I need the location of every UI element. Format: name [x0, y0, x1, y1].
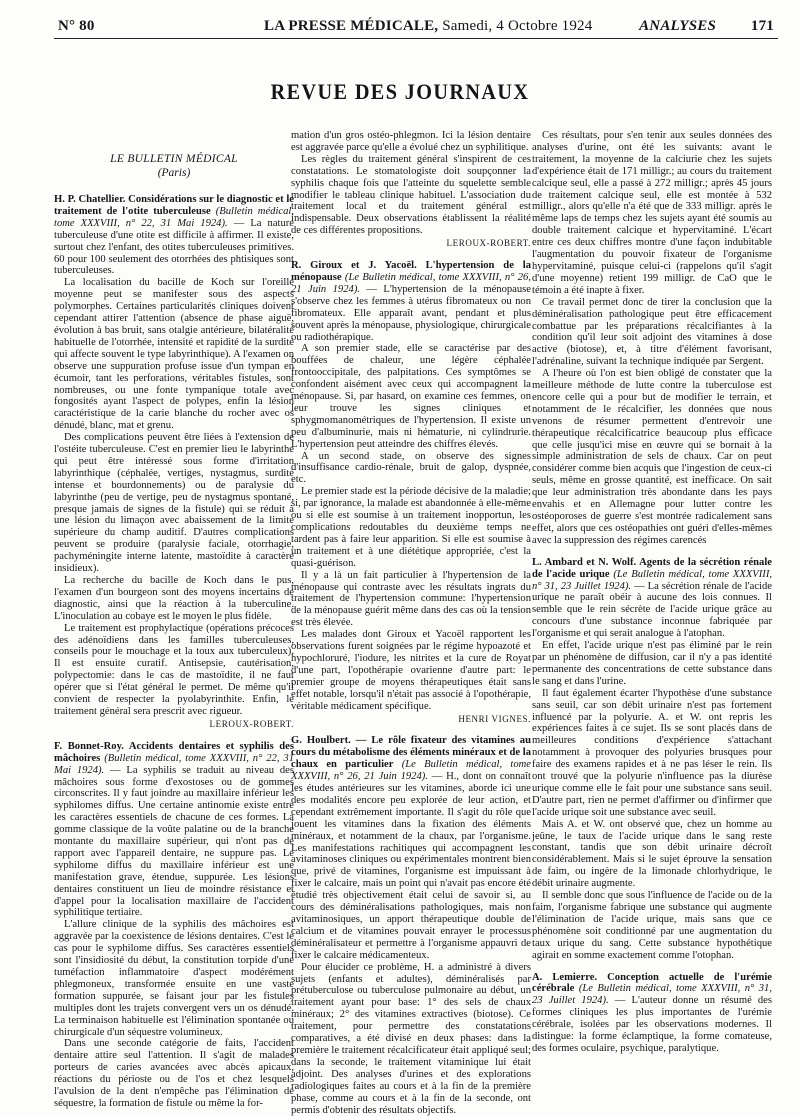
- article-bonnet-roy: [54, 741, 294, 1110]
- article-reference: (Le Bulletin médical, tome XXXVIII, n° 31, 23 Juillet 1924).: [532, 568, 772, 592]
- article-paragraph: — La nature tuberculeuse d'une otite est difficile à affirmer. Il existe, surtout chez l'enfant, des otites tuberculeuses primitives. 60 pour 100 seulement des otorrhées des phtisiques sont tuberculeuses.: [54, 217, 294, 277]
- article-signature: LEROUX-ROBERT.: [209, 718, 294, 729]
- article-paragraph: Le premier stade est la période décisive de la maladie; si, par ignorance, la malade est abandonnée à elle-même ou si elle est soumise à un traitement inopportun, les complications redoutables du deuxième temps ne tardent pas à faire leur apparition. Si elle est soumise à un traitement et à une diététique appropriée, c'est la quasi-guérison.: [291, 486, 531, 569]
- article-paragraph: A l'heure où l'on est bien obligé de constater que la meilleure méthode de lutte contre la tuberculose est encore celle qui a pour but de modifier le terrain, et notamment de le récalcifier, les données que nous venons de résumer permettent d'entrevoir une thérapeutique récalcificatrice beaucoup plus efficace que celle jusqu'ici mise en œuvre qui se bornait à la simple administration de sels de chaux. Car on peut considérer comme bien acquis que l'ingestion de ceux-ci seuls, même en grosse quantité, est inefficace. On sait que leur administration très abondante dans les pays envahis et en Allemagne pour lutter contre les ostéoporoses de guerre s'est montrée radicalement sans effet, alors que ces ostéopathies ont guéri d'elles-mêmes avec la suppression des régimes carencés: [532, 368, 772, 546]
- article-reference: (Bulletin médical, tome XXXVIII, n° 22, 31 Mai 1924).: [54, 205, 294, 229]
- journal-name: LE BULLETIN MÉDICAL: [110, 153, 238, 165]
- article-reference: (Le Bulletin médical, tome XXXVIII, n° 31, 23 Juillet 1924).: [532, 983, 772, 1007]
- article-signature: HENRI VIGNES.: [458, 713, 531, 724]
- journal-city: (Paris): [157, 167, 191, 179]
- article-chatellier: [54, 194, 294, 731]
- article-heading: G. Houlbert. — Le rôle fixateur des vitamines au cours du métabolisme des éléments minéraux et de la chaux en particulier: [291, 735, 531, 771]
- article-paragraph: Pour élucider ce problème, H. a administré à divers sujets (enfants et adultes), déminéralisés par prétuberculose ou tuberculose pulmonaire au début, un traitement ayant pour base: 1° des sels de chaux minéraux; 2° des vitamines extractives (biotose). Ce traitement, pour permettre des constatations comparatives, a été divisé en deux phases: dans la première le traitement récalcificateur était appliqué seul; dans la seconde, le traitement vitaminique lui était adjoint. Des analyses d'urines et des explorations radiologiques faites au cours et à la fin de la première phase, comme au cours et à la fin de la seconde, ont permis d'obtenir des résultats objectifs.: [291, 961, 531, 1116]
- article-heading: H. P. Chatellier. Considérations sur le diagnostic et le traitement de l'otite tuberculeuse: [54, 194, 294, 217]
- column-2: [291, 130, 531, 1116]
- article-bonnet-roy-continued: [291, 130, 531, 250]
- article-heading: L. Ambard et N. Wolf. Agents de la sécrétion rénale de l'acide urique: [532, 556, 772, 580]
- article-paragraph: Le traitement est prophylactique (opérations précoces des adénoïdiens dans les familles tuberculeuses, conseils pour le mouchage et la toux aux tuberculeux). Il est ensuite curatif. Antisepsie, cautérisation, polypectomie: dans le cas de mastoïdite, il ne faut opérer que si l'état général le permet. De même qu'il convient de respecter la pyolabyrinthite. Enfin, le traitement général sera prescrit avec rigueur.: [54, 622, 294, 717]
- article-paragraph: Il faut également écarter l'hypothèse d'une substance sans seuil, car son débit urinaire n'est pas fortement influencé par la polyurie. A. et W. ont repris les expériences faites à ce sujet. Ils se sont placés dans de meilleures conditions d'expérience s'attachant notamment à provoquer des polyuries brusques pour faire des examens rapides et à ne pas léser le rein. Ils ont trouvé que la polyurie n'influence pas la diurèse urique comme elle le fait pour une substance sans seuil. D'autre part, rien ne permet d'affirmer ou d'infirmer que l'acide urique soit une substance avec seuil.: [532, 687, 772, 818]
- article-paragraph: A un second stade, on observe des signes d'insuffisance cardio-rénale, bruit de galop, dyspnée, etc.: [291, 450, 531, 486]
- article-paragraph: Il y a là un fait particulier à l'hypertension de la ménopause qui contraste avec les résultats ingrats du traitement de l'hypertension commune: l'hypertension de la ménopause guérit même dans des cas où la tension est très élevée.: [291, 569, 531, 629]
- article-reference: (Le Bulletin médical, tome XXXVIII, n° 26, 21 Juin 1924).: [291, 759, 531, 783]
- article-reference: (Le Bulletin médical, tome XXXVIII, n° 26, 21 Juin 1924).: [291, 271, 531, 295]
- article-paragraph: Les règles du traitement général s'inspirent de ces constatations. Le stomatologiste doit soupçonner la syphilis chaque fois que l'atteinte du squelette semble modifier le tableau clinique habituel. L'association du traitement local et du traitement général est indispensable. Deux observations établissent la réalité de ces différentes propositions.: [291, 153, 531, 237]
- article-houlbert-continued: [532, 130, 772, 547]
- column-1: [54, 124, 295, 1109]
- article-paragraph: Ce travail permet donc de tirer la conclusion que la déminéralisation pathologique peut être efficacement combattue par les préparations récalcifiantes à la condition qu'il leur soit adjoint des vitamines à dose active (biotose), et, à titre d'élément favorisant, l'adrénaline, suivant la technique indiquée par Sergent.: [532, 296, 772, 368]
- article-paragraph: — La syphilis se traduit au niveau des mâchoires sous forme d'exostoses ou de gommes circonscrites. Il y faut joindre au maxillaire inférieur les syphilomes diffus. Une certaine antinomie existe entre les caractères essentiels de chacune de ces formes. La gomme classique de la voûte palatine ou de la branche montante du maxillaire supérieur, qui n'ont pas de rapport avec l'appareil dentaire, ne suppure pas. Le syphilome diffus du maxillaire inférieur est une manifestation grave, étendue, suppurée. Les lésions dentaires constituent un lieu de moindre résistance et d'appel pour la localisation maxillaire de l'accident syphilitique tertiaire.: [54, 764, 295, 919]
- article-paragraph: — L'auteur donne un résumé des formes cliniques les plus importantes de l'urémie cérébrale, isolées par les observations modernes. Il distingue: la forme éclamptique, la forme comateuse, des formes oculaire, psychique, paralytique.: [532, 995, 773, 1054]
- article-reference: (Bulletin médical, tome XXXVIII, n° 22, 31 Mai 1924).: [54, 752, 294, 776]
- article-lemierre: [532, 972, 772, 1055]
- header-rule: [54, 38, 778, 39]
- section-name: ANALYSES: [639, 18, 716, 34]
- article-heading: R. Giroux et J. Yacoël. L'hypertension de la ménopause: [291, 260, 531, 283]
- article-giroux-yacoel: [291, 260, 531, 725]
- issue-date: Samedi, 4 Octobre 1924: [442, 18, 593, 34]
- article-paragraph: En effet, l'acide urique n'est pas éliminé par le rein par un phénomène de diffusion, car il n'y a pas identité permanente des concentrations de cette substance dans le sang et dans l'urine.: [532, 640, 772, 687]
- article-paragraph: — H., dont on connaît les études antérieures sur les vitamines, aborde ici une des modalités encore peu explorée de leur action, et cependant extrêmement importante. Il s'agit du rôle que jouent les vitamines dans la fixation des éléments minéraux, et notamment de la chaux, par l'organisme. Les manifestations rachitiques qui accompagnent les avitaminoses cliniques ou expérimentales montrent bien que, privé de vitamines, l'organisme est impuissant à fixer le calcaire, mais un point qui n'avait pas encore été étudié très objectivement était celui de savoir si, au cours des déminéralisations pathologiques, mais non avitaminosiques, un apport thérapeutique double de calcium et de vitamines pouvait enrayer le processus déminéralisateur et permettre à l'organisme appauvri de fixer le calcaire médicamenteux.: [291, 771, 531, 961]
- article-paragraph: — La sécrétion rénale de l'acide urique ne paraît obéir à aucune des lois connues. Il semble que le rein sécrète de l'acide urique grâce au concours d'une substance inconnue fabriquée par l'organisme et qui serait analogue à l'atophan.: [532, 580, 772, 640]
- article-houlbert: [291, 735, 531, 1116]
- article-signature: LEROUX-ROBERT.: [446, 238, 531, 249]
- article-paragraph: Dans une seconde catégorie de faits, l'accident dentaire attire seul l'attention. Il s'agit de malades porteurs de caries avancées avec abcès apicaux, réactions du périoste ou de l'os et chez lesquels l'avulsion de la dent n'empêche pas l'élimination de séquestre, la formation de fistule ou même la for-: [54, 1038, 294, 1109]
- article-paragraph: A son premier stade, elle se caractérise par des bouffées de chaleur, une légère céphalée frontooccipitale, des palpitations. Ces symptômes se confondent aisément avec ceux qui accompagnent la ménopause. Si, par hasard, on examine ces femmes, on leur trouve les signes cliniques et sphygmomanométriques de l'hypertension. Il existe un peu d'albuminurie, mais ni hématurie, ni cylindrurie. L'hypertension peut atteindre des chiffres élevés.: [291, 343, 531, 450]
- page-header: [54, 14, 778, 34]
- section-title: REVUE DES JOURNAUX: [270, 79, 530, 104]
- article-paragraph: La recherche du bacille de Koch dans le pus, l'examen d'un bourgeon sont des moyens incertains de diagnostic, ainsi que la réaction à la tuberculine. L'inoculation au cobaye est le moyen le plus fidèle.: [54, 575, 294, 622]
- article-paragraph: Mais A. et W. ont observé que, chez un homme au jeûne, le taux de l'acide urique dans le sang reste constant, tandis que son débit urinaire décroît considérablement. Mais si le sujet éprouve la sensation de faim, ou ingère de la limonade chlorhydrique, le débit urinaire augmente.: [532, 818, 772, 890]
- article-ambard-wolf: [532, 557, 772, 962]
- issue-number: N° 80: [58, 18, 95, 34]
- article-heading: A. Lemierre. Conception actuelle de l'urémie cérébrale: [532, 971, 772, 995]
- publication-title: [264, 18, 592, 35]
- page-number: 171: [750, 18, 774, 34]
- column-3: [532, 130, 772, 1080]
- article-paragraph: La localisation du bacille de Koch sur l'oreille moyenne peut se manifester sous des aspects polymorphes. Certaines particularités cliniques doivent cependant attirer l'attention (absence de phase aiguë, évolution à bas bruit, sans otalgie antérieure, bilatéralité habituelle de l'otorrhée, intensité et rapidité de la surdité qui affecte souvent le type labyrinthique). A l'examen on observe une suppuration profuse issue d'un tympan en écumoir, tant les perforations, véritables fistules, sont nombreuses, ou une fonte tympanique totale avec fongosités ayant l'aspect de polypes, enfin la lésion caractéristique de la carie blanche du rocher avec os dénudé, blanc, mat et grenu.: [54, 277, 294, 432]
- publication-name: LA PRESSE MÉDICALE,: [264, 18, 439, 34]
- article-paragraph: Des complications peuvent être liées à l'extension de l'ostéite tuberculeuse. C'est en premier lieu le labyrinthe qui peut être intéressé sous forme d'irritation labyrinthique (céphalée, vertiges, nystagmus, surdité intense et bourdonnements) ou de paralysie du labyrinthe (peu de vertige, peu de nystagmus spontané, presque jamais de signes de la fistule) qui se réduit à une lésion du limaçon avec abaissement de la limite supérieure du champ auditif. D'autres complications peuvent se produire (paralysie faciale, otorrhagie, pachyméningite interne latente, mastoïdite à caractère insidieux).: [54, 432, 294, 575]
- article-paragraph: Il semble donc que sous l'influence de l'acide ou de la faim, l'organisme fabrique une substance qui augmente l'élimination de l'acide urique, mais sans que ce phénomène soit conditionné par une augmentation du taux urique du sang. Cette substance hypothétique agirait en somme exactement comme l'otophan.: [532, 890, 772, 961]
- article-paragraph: Ces résultats, pour s'en tenir aux seules données des analyses d'urine, ont été les suivants: avant le traitement, la moyenne de la calciurie chez les sujets d'expérience était de 171 milligr.; au cours du traitement calcique seul, elle a passé à 272 milligr.; après 45 jours de traitement calcique seul, elle est montée à 532 milligr., alors qu'elle n'a été que de 333 milligr. après le même laps de temps chez les sujets ayant été soumis au double traitement calcique et hypervitaminé. L'écart entre ces deux chiffres montre d'une façon indubitable l'augmentation du pouvoir fixateur de l'organisme hypervitaminé, puisque celui-ci (rappelons qu'il s'agit d'une moyenne) retient 199 milligr. de CaO que le témoin a été inapte à fixer.: [532, 130, 772, 296]
- article-paragraph: Les malades dont Giroux et Yacoël rapportent les observations furent soignées par le régime hypoazoté et hypochloruré, l'iodure, les nitrites et la cure de Royat d'une part, l'opothérapie ovarienne d'autre part: le premier groupe de moyens thérapeutiques était sans effet notable, lorsqu'il n'était pas associé à l'opothérapie, véritable médicament spécifique.: [291, 629, 531, 712]
- article-heading: F. Bonnet-Roy. Accidents dentaires et syphilis des mâchoires: [54, 740, 294, 764]
- article-paragraph: — L'hypertension de la ménopause s'observe chez les femmes à utérus fibromateux ou non fibromateux. Elle apparaît avant, pendant et plus souvent après la ménopause, physiologique, chirurgicale ou radiothérapique.: [291, 283, 531, 343]
- article-paragraph: mation d'un gros ostéo-phlegmon. Ici la lésion dentaire est aggravée parce qu'elle a évolué chez un syphilitique.: [291, 130, 531, 153]
- article-paragraph: L'allure clinique de la syphilis des mâchoires est aggravée par la coexistence de lésions dentaires. C'est le cas pour le syphilome diffus. Ses caractères essentiels sont l'insidiosité du début, la constitution torpide d'une tuméfaction inflammatoire d'aspect modérément phlegmoneux, transformée ensuite en une vaste formation suppurée, se faisant jour par les fistules multiples dont les trajets convergent vers un os dénudé. La terminaison habituelle est l'élimination spontanée ou chirurgicale d'un séquestre volumineux.: [54, 919, 294, 1038]
